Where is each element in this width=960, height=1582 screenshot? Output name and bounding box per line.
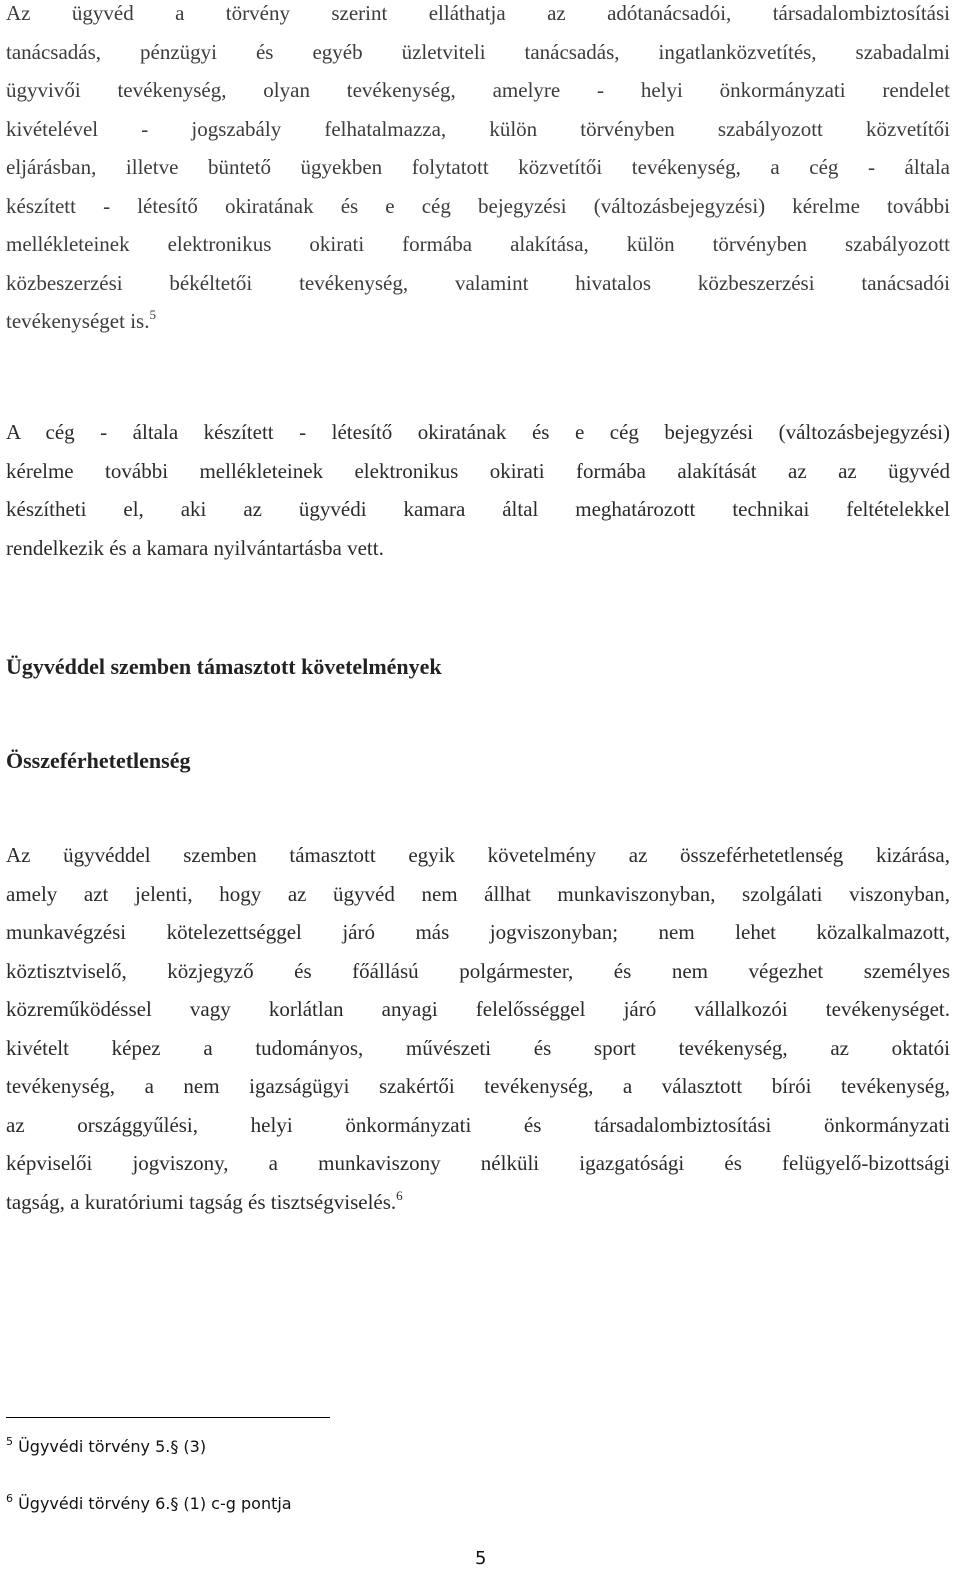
text-line: Az ügyvéddel szemben támasztott egyik követelmény az összeférhetetlenség kizárása, xyxy=(6,843,950,867)
text-line: tanácsadás, pénzügyi és egyéb üzletviteli tanácsadás, ingatlanközvetítés, szabadalmi xyxy=(6,39,950,64)
section-heading: Ügyvéddel szemben támasztott követelmények xyxy=(6,654,442,679)
paragraph-electronic-documents xyxy=(6,413,950,567)
footnote-reference: 5 xyxy=(149,307,156,322)
text-line: munkavégzési kötelezettséggel járó más jogviszonyban; nem lehet közalkalmazott, xyxy=(6,920,950,944)
text-line: köztisztviselő, közjegyző és főállású polgármester, és nem végezhet személyes xyxy=(6,958,950,983)
footnote-reference: 6 xyxy=(396,1187,403,1203)
text-line: kérelme további mellékleteinek elektronikus okirati formába alakítását az az ügyvéd xyxy=(6,458,950,483)
subsection-heading: Összeférhetetlenség xyxy=(6,748,191,773)
text-line xyxy=(6,1183,950,1222)
text-line: az országgyűlési, helyi önkormányzati és társadalombiztosítási önkormányzati xyxy=(6,1112,950,1137)
text-line: képviselői jogviszony, a munkaviszony nélküli igazgatósági és felügyelő-bizottsági xyxy=(6,1151,950,1175)
text-line: A cég - általa készített - létesítő okiratának és e cég bejegyzési (változásbejegyzési) xyxy=(6,420,950,444)
footnote-marker: 5 xyxy=(6,1435,13,1448)
footnote-text: Ügyvédi törvény 5.§ (3) xyxy=(18,1437,207,1456)
footnote-text: Ügyvédi törvény 6.§ (1) c-g pontja xyxy=(18,1494,292,1513)
footnote xyxy=(6,1436,206,1458)
text-line: közreműködéssel vagy korlátlan anyagi felelősséggel járó vállalkozói tevékenységet. xyxy=(6,997,950,1021)
paragraph-incompatibility xyxy=(6,836,950,1221)
paragraph-services xyxy=(6,0,950,341)
text-line: Az ügyvéd a törvény szerint elláthatja az adótanácsadói, társadalombiztosítási xyxy=(6,1,950,25)
text-line-content: tagság, a kuratóriumi tagság és tisztségviselés. xyxy=(6,1189,397,1214)
text-line: kivételével - jogszabály felhatalmazza, külön törvényben szabályozott közvetítői xyxy=(6,116,950,141)
footnote-separator xyxy=(6,1417,330,1418)
footnote xyxy=(6,1493,292,1515)
text-line: kivételt képez a tudományos, művészeti és sport tevékenység, az oktatói xyxy=(6,1035,950,1060)
text-line: készített - létesítő okiratának és e cég bejegyzési (változásbejegyzési) kérelme további xyxy=(6,193,950,218)
text-line: készítheti el, aki az ügyvédi kamara által meghatározott technikai feltételekkel xyxy=(6,497,950,521)
text-line: mellékleteinek elektronikus okirati formába alakítása, külön törvényben szabályozott xyxy=(6,232,950,256)
text-line: amely azt jelenti, hogy az ügyvéd nem állhat munkaviszonyban, szolgálati viszonyban, xyxy=(6,881,950,906)
text-line: közbeszerzési békéltetői tevékenység, valamint hivatalos közbeszerzési tanácsadói xyxy=(6,270,950,295)
text-line xyxy=(6,302,950,341)
text-line: rendelkezik és a kamara nyilvántartásba vett. xyxy=(6,535,384,560)
text-line: tevékenység, a nem igazságügyi szakértői tevékenység, a választott bírói tevékenység, xyxy=(6,1074,950,1098)
page-number: 5 xyxy=(475,1548,487,1569)
text-line: eljárásban, illetve büntető ügyekben folytatott közvetítői tevékenység, a cég - általa xyxy=(6,155,950,179)
text-line-content: tevékenységet is. xyxy=(6,309,150,333)
footnote-marker: 6 xyxy=(6,1492,13,1505)
text-line: ügyvivői tevékenység, olyan tevékenység, amelyre - helyi önkormányzati rendelet xyxy=(6,78,950,102)
